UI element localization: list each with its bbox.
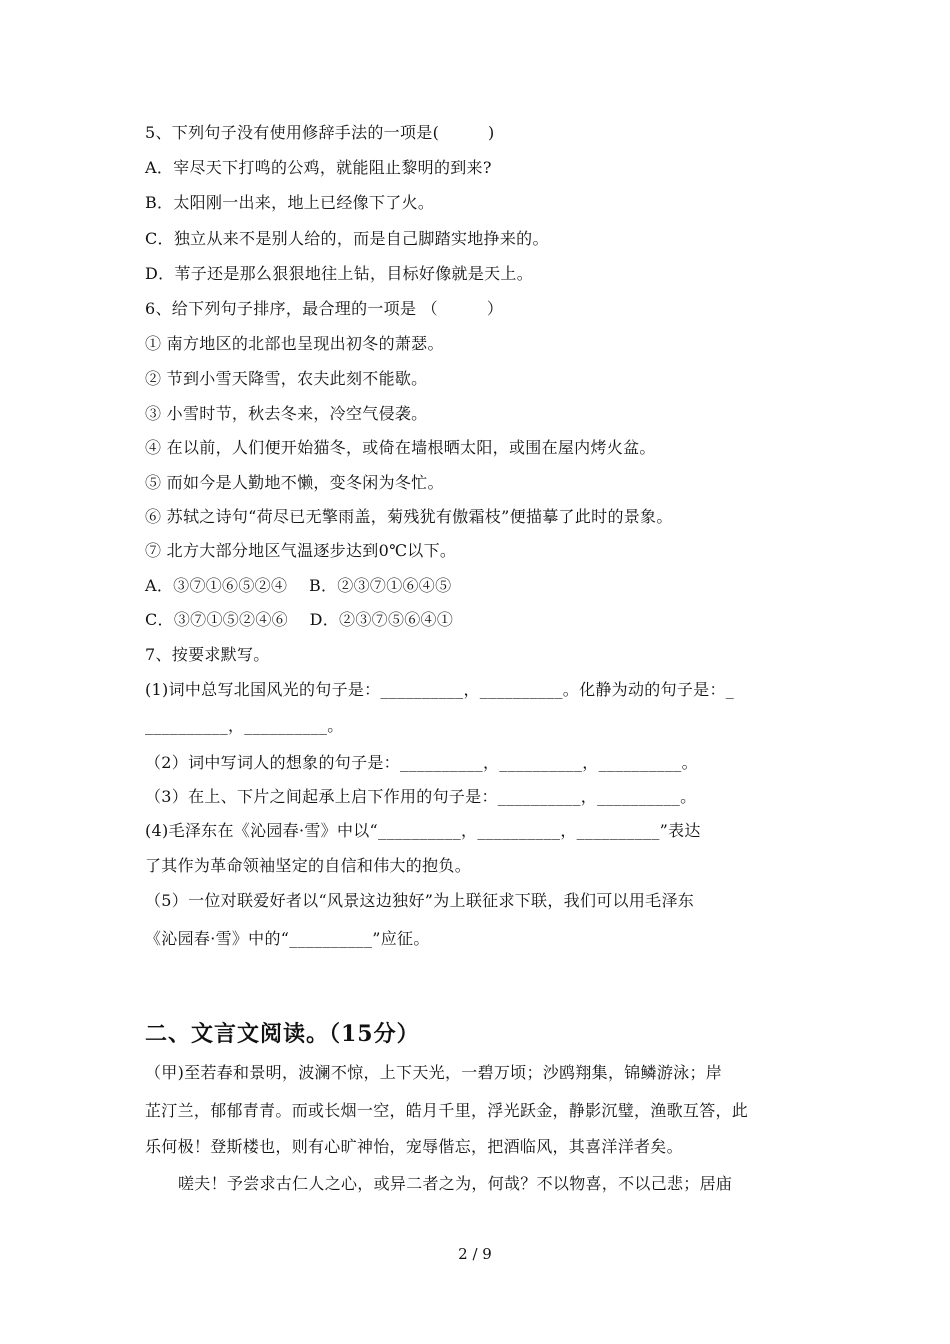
question-5-option-a: A．宰尽天下打鸣的公鸡，就能阻止黎明的到来? (145, 158, 492, 177)
question-6-item-4: ④ 在以前，人们便开始猫冬，或倚在墙根晒太阳，或围在屋内烤火盆。 (145, 438, 656, 457)
passage-line-2: 芷汀兰，郁郁青青。而或长烟一空，皓月千里，浮光跃金，静影沉璧，渔歌互答，此 (145, 1101, 749, 1120)
question-6-item-3: ③ 小雪时节，秋去冬来，冷空气侵袭。 (145, 404, 428, 423)
question-6-item-7: ⑦ 北方大部分地区气温逐步达到0℃以下。 (145, 541, 457, 560)
question-5-stem: 5、下列句子没有使用修辞手法的一项是( ) (145, 123, 495, 142)
question-5-option-d: D．苇子还是那么狠狠地往上钻，目标好像就是天上。 (145, 264, 534, 283)
passage-line-4: 嗟夫！予尝求古仁人之心，或异二者之为，何哉？不以物喜，不以己悲；居庙 (178, 1174, 733, 1193)
question-7-line-6: 了其作为革命领袖坚定的自信和伟大的抱负。 (145, 856, 472, 875)
page-number: 2 / 9 (458, 1245, 492, 1263)
question-5-option-c: C．独立从来不是别人给的，而是自己脚踏实地挣来的。 (145, 229, 549, 248)
question-6-stem: 6、给下列句子排序，最合理的一项是 （ ） (145, 299, 504, 318)
section-heading: 二、文言文阅读。（15分） (145, 1021, 420, 1047)
question-6-item-1: ① 南方地区的北部也呈现出初冬的萧瑟。 (145, 334, 444, 353)
question-6-options-row-2: C．③⑦①⑤②④⑥ D．②③⑦⑤⑥④① (145, 610, 454, 629)
question-7-line-1: (1)词中总写北国风光的句子是：__________，__________。化静为动的句子是：_ (145, 680, 735, 699)
question-7-line-3: （2）词中写词人的想象的句子是：__________，__________，__________。 (145, 753, 698, 772)
question-6-item-5: ⑤ 而如今是人勤地不懒，变冬闲为冬忙。 (145, 473, 444, 492)
question-7-line-4: （3）在上、下片之间起承上启下作用的句子是：__________，__________。 (145, 787, 697, 806)
question-6-options-row-1: A．③⑦①⑥⑤②④ B．②③⑦①⑥④⑤ (145, 576, 452, 595)
question-7-line-8: 《沁园春·雪》中的“__________”应征。 (145, 929, 430, 948)
question-7-stem: 7、按要求默写。 (145, 645, 270, 664)
question-6-item-2: ② 节到小雪天降雪，农夫此刻不能歇。 (145, 369, 428, 388)
question-7-line-5: (4)毛泽东在《沁园春·雪》中以“__________，__________，__________”表达 (145, 821, 701, 840)
question-7-line-2: __________，__________。 (145, 716, 344, 735)
passage-line-3: 乐何极！登斯楼也，则有心旷神怡，宠辱偕忘，把酒临风，其喜洋洋者矣。 (145, 1137, 683, 1156)
question-5-option-b: B．太阳刚一出来，地上已经像下了火。 (145, 193, 435, 212)
passage-line-1: （甲)至若春和景明，波澜不惊，上下天光，一碧万顷；沙鸥翔集，锦鳞游泳；岸 (145, 1063, 723, 1082)
question-6-item-6: ⑥ 苏轼之诗句“荷尽已无擎雨盖，菊残犹有傲霜枝”便描摹了此时的景象。 (145, 507, 673, 526)
question-7-line-7: （5）一位对联爱好者以“风景这边独好”为上联征求下联，我们可以用毛泽东 (145, 891, 695, 910)
